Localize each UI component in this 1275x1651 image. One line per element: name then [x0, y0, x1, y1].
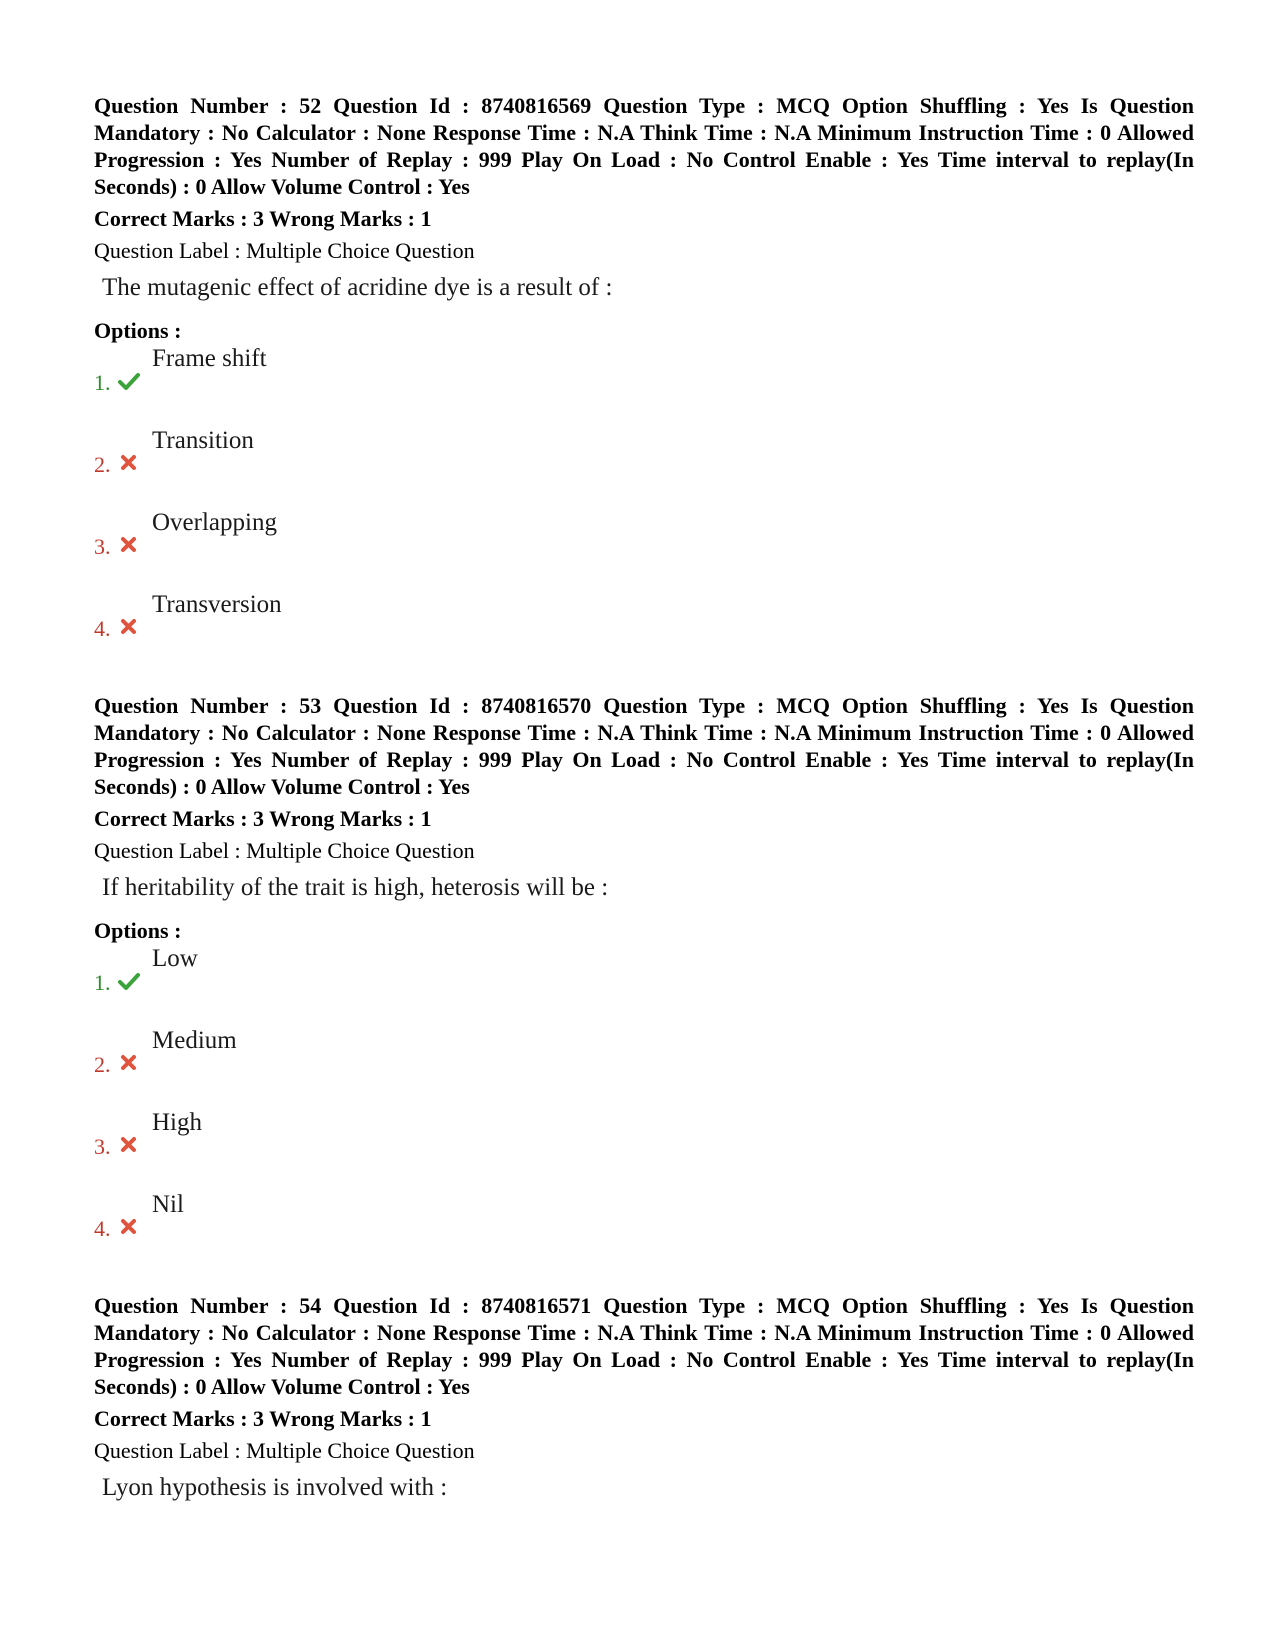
option-item — [94, 344, 1194, 426]
options-list — [94, 344, 1194, 672]
question-marks: Correct Marks : 3 Wrong Marks : 1 — [94, 806, 432, 831]
option-text: Frame shift — [152, 345, 267, 372]
check-icon — [118, 970, 140, 992]
question-block-54 — [94, 1292, 1194, 1503]
option-number: 1. — [94, 970, 111, 995]
question-meta: Question Number : 53 Question Id : 8740816570 Question Type : MCQ Option Shuffling : Yes Is Question Mandatory : No Calculator : None Response Time : N.A Think Time : N.A Minimum Instruction Time : 0 Allowed Progression : Yes Number of Replay : 999 Play On Load : No Control Enable : Yes Time interval to replay(In Seconds) : 0 Allow Volume Control : Yes — [94, 693, 1194, 799]
option-text: Transversion — [152, 591, 282, 618]
option-text: Low — [152, 945, 198, 972]
option-item — [94, 508, 1194, 590]
question-block-53 — [94, 692, 1194, 1272]
question-text: The mutagenic effect of acridine dye is a result of : — [102, 274, 613, 301]
cross-icon — [118, 616, 140, 638]
option-item — [94, 426, 1194, 508]
option-item — [94, 590, 1194, 672]
option-text: Medium — [152, 1027, 237, 1054]
option-number: 2. — [94, 1052, 111, 1077]
question-text: Lyon hypothesis is involved with : — [102, 1474, 448, 1501]
question-meta: Question Number : 52 Question Id : 8740816569 Question Type : MCQ Option Shuffling : Yes Is Question Mandatory : No Calculator : None Response Time : N.A Think Time : N.A Minimum Instruction Time : 0 Allowed Progression : Yes Number of Replay : 999 Play On Load : No Control Enable : Yes Time interval to replay(In Seconds) : 0 Allow Volume Control : Yes — [94, 93, 1194, 199]
option-number: 2. — [94, 452, 111, 477]
cross-icon — [118, 534, 140, 556]
cross-icon — [118, 1216, 140, 1238]
option-item — [94, 1108, 1194, 1190]
option-text: Overlapping — [152, 509, 277, 536]
question-label: Question Label : Multiple Choice Question — [94, 1438, 475, 1463]
option-text: Nil — [152, 1191, 184, 1218]
option-item — [94, 944, 1194, 1026]
question-text: If heritability of the trait is high, heterosis will be : — [102, 874, 609, 901]
option-text: High — [152, 1109, 202, 1136]
check-icon — [118, 370, 140, 392]
option-number: 1. — [94, 370, 111, 395]
options-heading: Options : — [94, 918, 182, 943]
option-number: 4. — [94, 1216, 111, 1241]
options-list — [94, 944, 1194, 1272]
option-number: 3. — [94, 1134, 111, 1159]
question-label: Question Label : Multiple Choice Question — [94, 838, 475, 863]
option-number: 4. — [94, 616, 111, 641]
cross-icon — [118, 452, 140, 474]
cross-icon — [118, 1134, 140, 1156]
question-label: Question Label : Multiple Choice Question — [94, 238, 475, 263]
question-marks: Correct Marks : 3 Wrong Marks : 1 — [94, 206, 432, 231]
option-text: Transition — [152, 427, 254, 454]
cross-icon — [118, 1052, 140, 1074]
question-meta: Question Number : 54 Question Id : 8740816571 Question Type : MCQ Option Shuffling : Yes Is Question Mandatory : No Calculator : None Response Time : N.A Think Time : N.A Minimum Instruction Time : 0 Allowed Progression : Yes Number of Replay : 999 Play On Load : No Control Enable : Yes Time interval to replay(In Seconds) : 0 Allow Volume Control : Yes — [94, 1293, 1194, 1399]
question-marks: Correct Marks : 3 Wrong Marks : 1 — [94, 1406, 432, 1431]
question-block-52 — [94, 92, 1194, 672]
option-item — [94, 1190, 1194, 1272]
option-item — [94, 1026, 1194, 1108]
option-number: 3. — [94, 534, 111, 559]
options-heading: Options : — [94, 318, 182, 343]
